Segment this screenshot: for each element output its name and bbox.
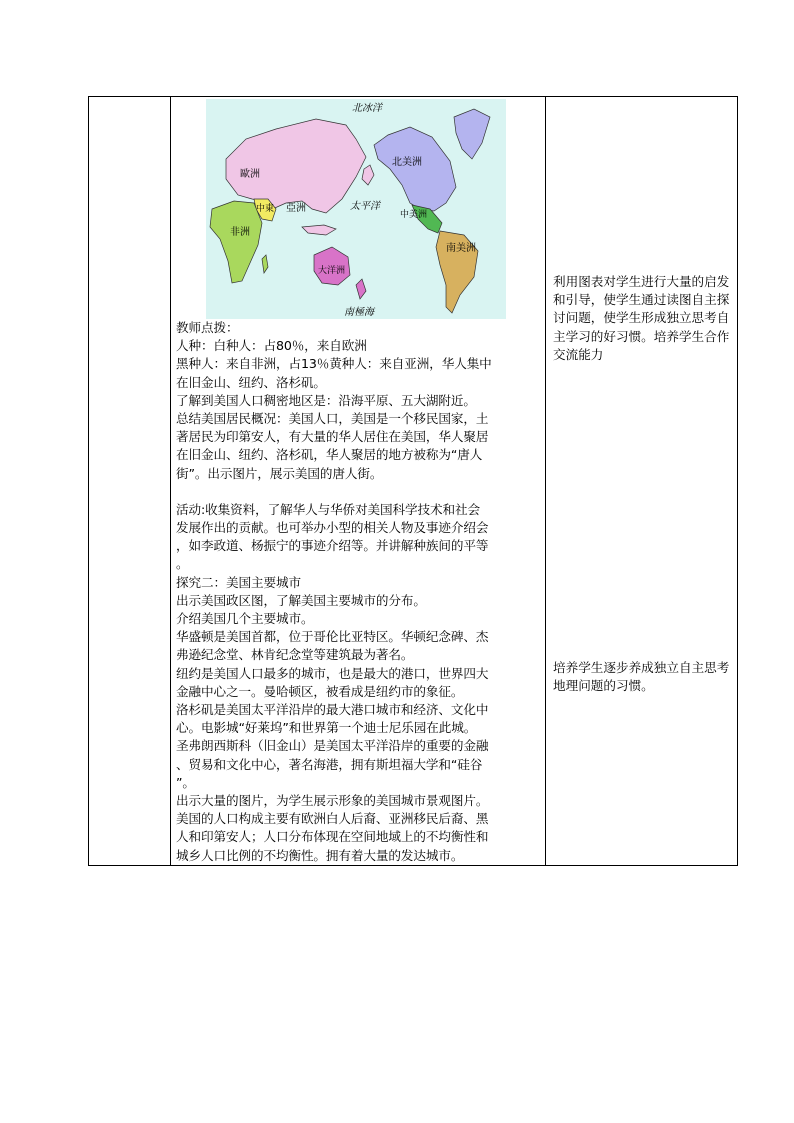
- lesson-line: 。: [176, 556, 189, 572]
- lesson-line: 街”。出示图片，展示美国的唐人街。: [176, 465, 383, 481]
- lesson-line: 华盛顿是美国首都，位于哥伦比亚特区。华顿纪念碑、杰: [176, 629, 489, 645]
- design-note-2: 培养学生逐步养成独立自主思考地理问题的习惯。: [553, 660, 730, 694]
- label-central-america: 中美洲: [400, 210, 428, 220]
- teaching-content-cell: [171, 97, 546, 866]
- design-note-1: 利用图表对学生进行大量的启发和引导，使学生通过读图自主探讨问题，使学生形成独立思考自主学习的好习惯。培养学生合作交流能力: [553, 274, 730, 362]
- lesson-line: ”。: [176, 774, 195, 790]
- label-middle-east: 中東: [256, 204, 275, 214]
- blank-line: [176, 483, 543, 501]
- label-southern-ocean: 南極海: [344, 307, 374, 318]
- label-africa: 非洲: [230, 227, 250, 238]
- lesson-text-block: [176, 319, 543, 865]
- lesson-line: 圣弗朗西斯科（旧金山）是美国太平洋沿岸的重要的金融: [176, 738, 489, 754]
- lesson-line: 城乡人口比例的不均衡性。拥有着大量的发达城市。: [176, 847, 464, 863]
- label-oceania: 大洋洲: [318, 266, 346, 276]
- lesson-line: 活动:收集资料，了解华人与华侨对美国科学技术和社会: [176, 501, 480, 517]
- lesson-table: [88, 96, 738, 866]
- lesson-line: 弗逊纪念堂、林肯纪念堂等建筑最为著名。: [176, 647, 414, 663]
- lesson-line: 黑种人：来自非洲，占13％黄种人：来自亚洲，华人集中: [176, 356, 492, 372]
- label-arctic-ocean: 北冰洋: [352, 103, 382, 114]
- lesson-line: 洛杉矶是美国太平洋沿岸的最大港口城市和经济、文化中: [176, 702, 489, 718]
- lesson-line: 金融中心之一。曼哈顿区，被看成是纽约市的象征。: [176, 683, 464, 699]
- label-asia: 亞洲: [286, 203, 306, 214]
- label-europe: 歐洲: [240, 169, 260, 180]
- lesson-line: 美国的人口构成主要有欧洲白人后裔、亚洲移民后裔、黑: [176, 811, 489, 827]
- lesson-line: 出示美国政区图，了解美国主要城市的分布。: [176, 592, 426, 608]
- lesson-line: ，如李政道、杨振宁的事迹介绍等。并讲解种族间的平等: [176, 538, 489, 554]
- lesson-line: 纽约是美国人口最多的城市，也是最大的港口，世界四大: [176, 665, 489, 681]
- lesson-line: 发展作出的贡献。也可举办小型的相关人物及事迹介绍会: [176, 520, 489, 536]
- lesson-line: 著居民为印第安人，有大量的华人居住在美国，华人聚居: [176, 429, 489, 445]
- lesson-line: 在旧金山、纽约、洛杉矶。: [176, 374, 326, 390]
- lesson-line: 总结美国居民概况：美国人口，美国是一个移民国家，土: [176, 411, 489, 427]
- lesson-line: 心。电影城“好莱坞”和世界第一个迪士尼乐园在此城。: [176, 720, 477, 736]
- lesson-line: 探究二：美国主要城市: [176, 574, 301, 590]
- label-north-america: 北美洲: [392, 157, 422, 168]
- label-south-america: 南美洲: [446, 243, 476, 254]
- design-intent-cell: [546, 97, 738, 866]
- lesson-line: 出示大量的图片，为学生展示形象的美国城市景观图片。: [176, 793, 489, 809]
- lesson-line: 、贸易和文化中心，著名海港，拥有斯坦福大学和“硅谷: [176, 756, 483, 772]
- lesson-line: 教师点拨：: [176, 320, 239, 335]
- lesson-line: 了解到美国人口稠密地区是：沿海平原、五大湖附近。: [176, 392, 476, 408]
- lesson-line: 人和印第安人；人口分布体现在空间地域上的不均衡性和: [176, 829, 489, 845]
- world-continents-map: [206, 99, 506, 319]
- lesson-line: 介绍美国几个主要城市。: [176, 611, 314, 627]
- empty-left-cell: [89, 97, 171, 866]
- lesson-line: 在旧金山、纽约、洛杉矶，华人聚居的地方被称为“唐人: [176, 447, 483, 463]
- label-pacific-ocean: 太平洋: [350, 201, 380, 212]
- lesson-line: 人种：白种人：占80％，来自欧洲: [176, 338, 367, 354]
